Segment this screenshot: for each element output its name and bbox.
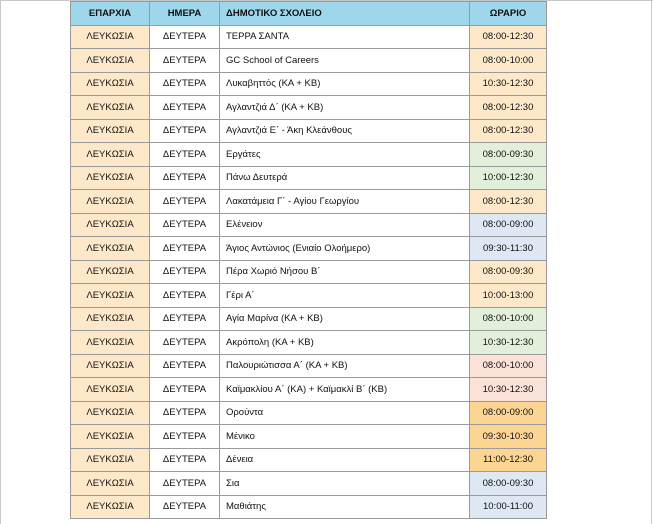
cell-schedule: 08:00-09:30	[470, 143, 547, 167]
cell-day: ΔΕΥΤΕΡΑ	[150, 354, 220, 378]
cell-school: GC School of Careers	[220, 49, 470, 73]
cell-schedule: 08:00-09:30	[470, 260, 547, 284]
cell-province: ΛΕΥΚΩΣΙΑ	[71, 307, 150, 331]
cell-day: ΔΕΥΤΕΡΑ	[150, 96, 220, 120]
table-row	[71, 378, 547, 402]
cell-day: ΔΕΥΤΕΡΑ	[150, 25, 220, 49]
table-row	[71, 354, 547, 378]
cell-school: Σια	[220, 472, 470, 496]
cell-schedule: 08:00-09:00	[470, 401, 547, 425]
cell-schedule: 10:00-11:00	[470, 495, 547, 519]
cell-province: ΛΕΥΚΩΣΙΑ	[71, 331, 150, 355]
header-province: ΕΠΑΡΧΙΑ	[71, 2, 150, 26]
cell-day: ΔΕΥΤΕΡΑ	[150, 425, 220, 449]
cell-school: ΤΕΡΡΑ ΣΑΝΤΑ	[220, 25, 470, 49]
table-row	[71, 331, 547, 355]
cell-school: Άγιος Αντώνιος (Ενιαίο Ολοήμερο)	[220, 237, 470, 261]
cell-schedule: 10:30-12:30	[470, 378, 547, 402]
frame-right-border	[651, 0, 652, 524]
table-row	[71, 425, 547, 449]
cell-schedule: 10:00-13:00	[470, 284, 547, 308]
cell-day: ΔΕΥΤΕΡΑ	[150, 495, 220, 519]
cell-province: ΛΕΥΚΩΣΙΑ	[71, 401, 150, 425]
cell-school: Εργάτες	[220, 143, 470, 167]
school-schedule-table	[70, 1, 547, 519]
cell-province: ΛΕΥΚΩΣΙΑ	[71, 284, 150, 308]
cell-day: ΔΕΥΤΕΡΑ	[150, 472, 220, 496]
cell-school: Ακρόπολη (ΚΑ + ΚΒ)	[220, 331, 470, 355]
cell-school: Δένεια	[220, 448, 470, 472]
table-row	[71, 213, 547, 237]
cell-province: ΛΕΥΚΩΣΙΑ	[71, 119, 150, 143]
cell-province: ΛΕΥΚΩΣΙΑ	[71, 166, 150, 190]
table-row	[71, 49, 547, 73]
cell-schedule: 09:30-10:30	[470, 425, 547, 449]
table-row	[71, 237, 547, 261]
cell-province: ΛΕΥΚΩΣΙΑ	[71, 448, 150, 472]
table-body	[71, 25, 547, 519]
cell-school: Πάνω Δευτερά	[220, 166, 470, 190]
table-row	[71, 284, 547, 308]
cell-schedule: 08:00-09:00	[470, 213, 547, 237]
cell-province: ΛΕΥΚΩΣΙΑ	[71, 237, 150, 261]
table-row	[71, 472, 547, 496]
table-row	[71, 401, 547, 425]
cell-day: ΔΕΥΤΕΡΑ	[150, 237, 220, 261]
table-row	[71, 260, 547, 284]
cell-day: ΔΕΥΤΕΡΑ	[150, 119, 220, 143]
cell-school: Αγλαντζιά Ε΄ - Άκη Κλεάνθους	[220, 119, 470, 143]
cell-day: ΔΕΥΤΕΡΑ	[150, 190, 220, 214]
cell-province: ΛΕΥΚΩΣΙΑ	[71, 354, 150, 378]
cell-school: Μαθιάτης	[220, 495, 470, 519]
cell-day: ΔΕΥΤΕΡΑ	[150, 49, 220, 73]
cell-schedule: 08:00-10:00	[470, 307, 547, 331]
table-row	[71, 166, 547, 190]
cell-province: ΛΕΥΚΩΣΙΑ	[71, 49, 150, 73]
cell-school: Ελένειον	[220, 213, 470, 237]
cell-day: ΔΕΥΤΕΡΑ	[150, 166, 220, 190]
cell-day: ΔΕΥΤΕΡΑ	[150, 448, 220, 472]
cell-schedule: 08:00-12:30	[470, 190, 547, 214]
table-header	[71, 2, 547, 26]
cell-province: ΛΕΥΚΩΣΙΑ	[71, 96, 150, 120]
header-schedule: ΩΡΑΡΙΟ	[470, 2, 547, 26]
cell-schedule: 08:00-10:00	[470, 49, 547, 73]
header-day: ΗΜΕΡΑ	[150, 2, 220, 26]
cell-day: ΔΕΥΤΕΡΑ	[150, 307, 220, 331]
cell-province: ΛΕΥΚΩΣΙΑ	[71, 425, 150, 449]
cell-day: ΔΕΥΤΕΡΑ	[150, 331, 220, 355]
cell-day: ΔΕΥΤΕΡΑ	[150, 401, 220, 425]
cell-school: Αγία Μαρίνα (ΚΑ + ΚΒ)	[220, 307, 470, 331]
cell-school: Λυκαβηττός (ΚΑ + ΚΒ)	[220, 72, 470, 96]
cell-schedule: 10:30-12:30	[470, 331, 547, 355]
cell-school: Γέρι Α΄	[220, 284, 470, 308]
cell-school: Πέρα Χωριό Νήσου Β΄	[220, 260, 470, 284]
cell-school: Ορούντα	[220, 401, 470, 425]
frame-left-border	[0, 0, 1, 524]
cell-schedule: 08:00-12:30	[470, 25, 547, 49]
header-row	[71, 2, 547, 26]
cell-day: ΔΕΥΤΕΡΑ	[150, 260, 220, 284]
cell-day: ΔΕΥΤΕΡΑ	[150, 284, 220, 308]
cell-province: ΛΕΥΚΩΣΙΑ	[71, 472, 150, 496]
cell-school: Παλουριώτισσα Α΄ (ΚΑ + ΚΒ)	[220, 354, 470, 378]
table-row	[71, 190, 547, 214]
cell-school: Αγλαντζιά Δ΄ (ΚΑ + ΚΒ)	[220, 96, 470, 120]
cell-day: ΔΕΥΤΕΡΑ	[150, 143, 220, 167]
cell-schedule: 10:30-12:30	[470, 72, 547, 96]
cell-day: ΔΕΥΤΕΡΑ	[150, 72, 220, 96]
table-row	[71, 143, 547, 167]
cell-province: ΛΕΥΚΩΣΙΑ	[71, 378, 150, 402]
cell-school: Λακατάμεια Γ΄ - Αγίου Γεωργίου	[220, 190, 470, 214]
cell-schedule: 11:00-12:30	[470, 448, 547, 472]
cell-province: ΛΕΥΚΩΣΙΑ	[71, 143, 150, 167]
cell-province: ΛΕΥΚΩΣΙΑ	[71, 72, 150, 96]
cell-schedule: 10:00-12:30	[470, 166, 547, 190]
cell-school: Καϊμακλίου Α΄ (ΚΑ) + Καϊμακλί Β΄ (ΚΒ)	[220, 378, 470, 402]
cell-schedule: 09:30-11:30	[470, 237, 547, 261]
table-row	[71, 72, 547, 96]
cell-province: ΛΕΥΚΩΣΙΑ	[71, 190, 150, 214]
cell-day: ΔΕΥΤΕΡΑ	[150, 213, 220, 237]
cell-province: ΛΕΥΚΩΣΙΑ	[71, 260, 150, 284]
table-row	[71, 495, 547, 519]
cell-schedule: 08:00-12:30	[470, 96, 547, 120]
cell-province: ΛΕΥΚΩΣΙΑ	[71, 495, 150, 519]
cell-schedule: 08:00-09:30	[470, 472, 547, 496]
table-row	[71, 25, 547, 49]
table-row	[71, 448, 547, 472]
table-row	[71, 96, 547, 120]
cell-province: ΛΕΥΚΩΣΙΑ	[71, 213, 150, 237]
cell-province: ΛΕΥΚΩΣΙΑ	[71, 25, 150, 49]
header-school: ΔΗΜΟΤΙΚΟ ΣΧΟΛΕΙΟ	[220, 2, 470, 26]
cell-schedule: 08:00-12:30	[470, 119, 547, 143]
cell-school: Μένικο	[220, 425, 470, 449]
table-row	[71, 307, 547, 331]
table-row	[71, 119, 547, 143]
cell-schedule: 08:00-10:00	[470, 354, 547, 378]
cell-day: ΔΕΥΤΕΡΑ	[150, 378, 220, 402]
